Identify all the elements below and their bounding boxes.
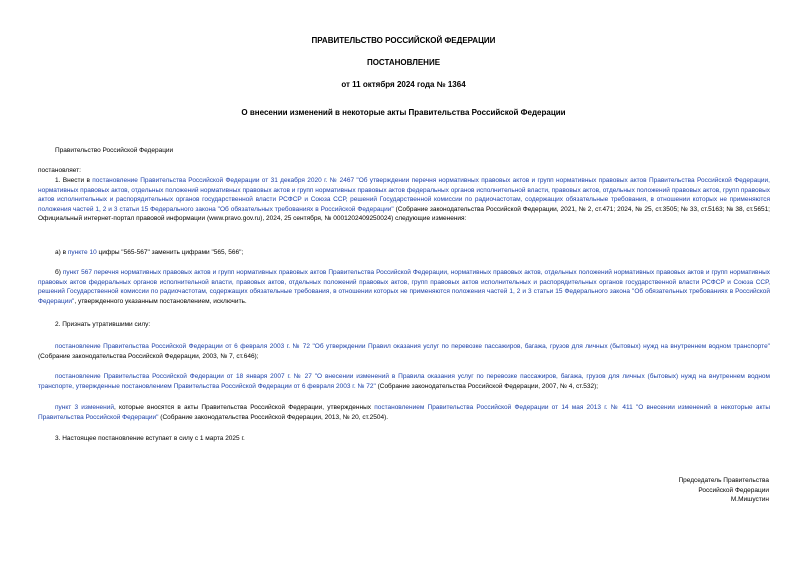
document-type: ПОСТАНОВЛЕНИЕ [366, 58, 441, 67]
item-1-prefix: 1. Внести в [55, 177, 93, 184]
item-2c-middle: , которые вносятся в акты Правительства Российской Федерации, утвержденных [114, 404, 375, 411]
item-1a-suffix: цифры "565-567" заменить цифрами "565, 566"; [96, 249, 244, 256]
date-number: от 11 октября 2024 года № 1364 [341, 80, 466, 89]
item-1 [38, 176, 770, 224]
signature-block [678, 476, 769, 505]
item-2b [38, 372, 770, 391]
item-2b-suffix: (Собрание законодательства Российской Федерации, 2007, № 4, ст.532); [375, 382, 599, 390]
item-2a [38, 342, 770, 361]
item-2c-link2[interactable]: постановлением Правительства Российской Федерации от 14 мая 2013 г. № 411 "О внесении изменений в некоторые акты Правительства Российской Федерации" [38, 404, 771, 421]
item-1b-suffix: , утвержденного указанным постановлением, исключить. [74, 297, 247, 305]
item-1-link[interactable]: постановление Правительства Российской Федерации от 31 декабря 2020 г. № 2467 "Об утверждении перечня нормативных правовых актов и групп нормативных правовых актов Правительства Российской Федерации, нормативных правовых актов, отдельных положений нормативных правовых актов и групп нормативных правовых актов федеральных органов исполнительной власти, правовых актов, отдельных положений правовых актов, групп правовых актов исполнительных и распорядительных органов государственной власти РСФСР и Союза ССР, решений Государственной комиссии по радиочастотам, содержащих обязательные требования, в отношении которых не применяются положения частей 1, 2 и 3 статьи 15 Федерального закона "Об обязательных требованиях в Российской Федерации" [38, 177, 770, 213]
item-3: 3. Настоящее постановление вступает в силу с 1 марта 2025 г. [55, 435, 245, 442]
item-2c [38, 403, 770, 422]
item-1-suffix: (Собрание законодательства Российской Федерации, 2021, № 2, ст.471; 2024, № 25, ст.3505; № 33, ст.5163; № 38, ст.5651; Официальный интернет-портал правовой информации (www.pravo.gov.ru), 2024, 25 сентября, № 0001202409250024) следующие изменения: [38, 205, 770, 223]
item-2b-link[interactable]: постановление Правительства Российской Федерации от 18 января 2007 г. № 27 "О внесении изменений в Правила оказания услуг по перевозке пассажиров, багажа, грузов для личных (бытовых) нужд на внутреннем водном транспорте, утвержденные постановлением Правительства Российской Федерации от 6 февраля 2003 г. № 72" [38, 373, 770, 390]
item-1a [38, 248, 770, 258]
decides-line: постановляет: [38, 167, 81, 174]
item-2c-link1[interactable]: пункт 3 изменений [55, 404, 115, 411]
issuer-line: Правительство Российской Федерации [55, 147, 174, 154]
signature-org: Российской Федерации [698, 486, 769, 494]
item-1b-prefix: б) [55, 269, 63, 276]
item-2: 2. Признать утратившими силу: [55, 321, 151, 328]
item-2a-suffix: (Собрание законодательства Российской Федерации, 2003, № 7, ст.646); [38, 352, 259, 360]
item-1a-prefix: а) в [55, 249, 68, 256]
item-2a-link[interactable]: постановление Правительства Российской Федерации от 6 февраля 2003 г. № 72 "Об утверждении Правил оказания услуг по перевозке пассажиров, багажа, грузов для личных (бытовых) нужд на внутреннем водном транспорте" [55, 343, 770, 350]
item-1b-link[interactable]: пункт 567 перечня нормативных правовых актов и групп нормативных правовых актов Правительства Российской Федерации, нормативных правовых актов, отдельных положений нормативных правовых актов и групп нормативных правовых актов федеральных органов исполнительной власти, правовых актов, отдельных положений правовых актов, групп правовых актов исполнительных и распорядительных органов государственной власти РСФСР и Союза ССР, решений Государственной комиссии по радиочастотам, содержащих обязательные требования, в отношении которых не применяются положения частей 1, 2 и 3 статьи 15 Федерального закона "Об обязательных требованиях в Российской Федерации" [38, 269, 770, 305]
item-1b [38, 268, 770, 306]
document-title: О внесении изменений в некоторые акты Правительства Российской Федерации [241, 108, 566, 117]
signature-title: Председатель Правительства [678, 477, 769, 484]
item-1a-link[interactable]: пункте 10 [67, 249, 97, 256]
signature-name: М.Мишустин [730, 496, 769, 504]
government-heading: ПРАВИТЕЛЬСТВО РОССИЙСКОЙ ФЕДЕРАЦИИ [311, 36, 496, 45]
item-2c-suffix: (Собрание законодательства Российской Федерации, 2013, № 20, ст.2504). [158, 413, 389, 421]
